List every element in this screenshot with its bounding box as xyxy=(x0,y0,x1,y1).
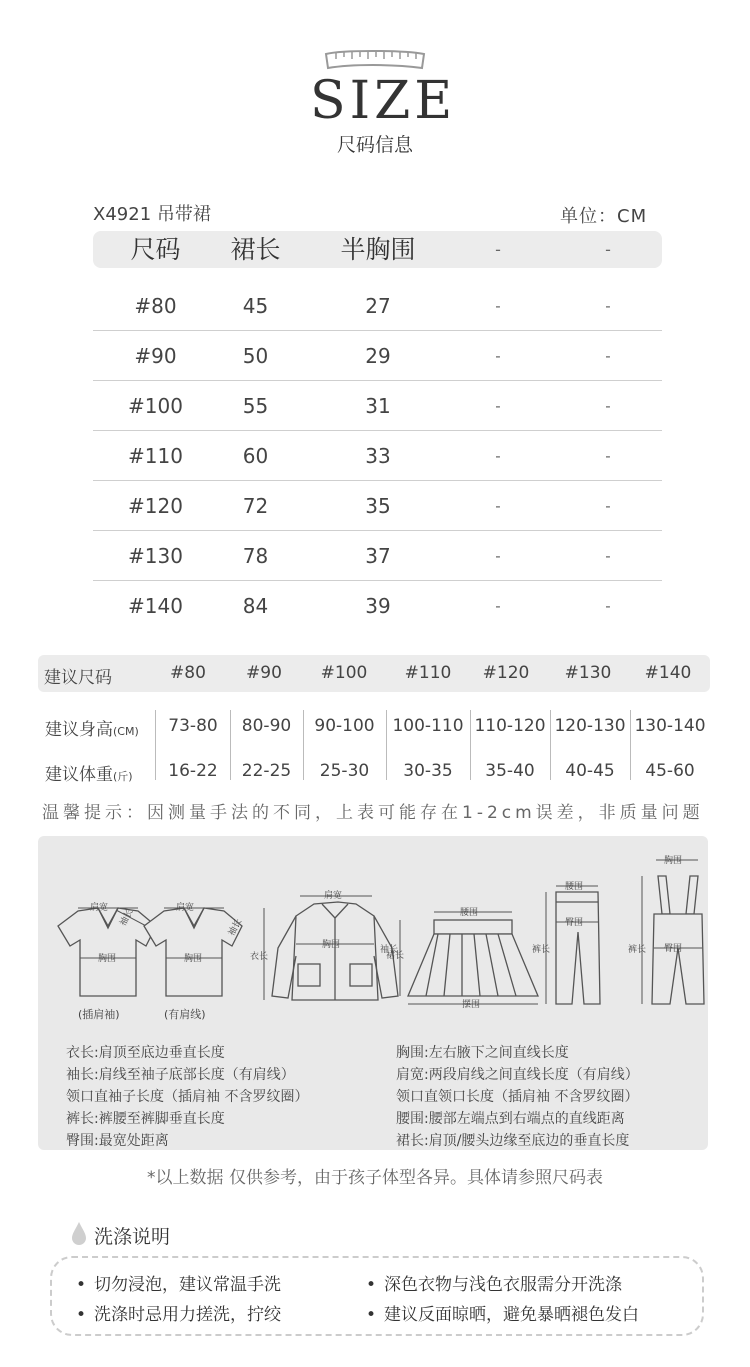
length-cell: 55 xyxy=(242,394,269,418)
diagram-label: 裙长 xyxy=(386,951,405,961)
length-cell: 50 xyxy=(242,344,269,368)
skirt-icon xyxy=(400,912,538,1004)
table-row xyxy=(93,430,662,481)
length-cell: 72 xyxy=(242,494,269,518)
empty-cell: - xyxy=(495,547,501,565)
size-cell: #120 xyxy=(128,494,183,518)
shoulder-tee-icon xyxy=(144,908,245,996)
recommend-size: #100 xyxy=(320,663,368,683)
definition-right: 肩宽:两段肩线之间直线长度（有肩线） xyxy=(396,1067,639,1083)
size-title: SIZE xyxy=(310,71,457,131)
empty-cell: - xyxy=(495,597,501,615)
diagram-label: 肩宽 xyxy=(90,903,109,913)
diagram-caption: (有肩线) xyxy=(164,1008,206,1021)
diagram-label: 袖长 xyxy=(380,945,399,955)
recommend-size: #120 xyxy=(482,663,530,683)
empty-cell: - xyxy=(495,497,501,515)
chest-cell: 27 xyxy=(365,294,391,318)
length-cell: 78 xyxy=(242,544,269,568)
recommend-size: #80 xyxy=(170,663,206,683)
weight-label: 建议体重(斤) xyxy=(45,765,133,785)
diagram-label: 胸围 xyxy=(664,856,683,866)
height-value: 90-100 xyxy=(314,716,375,736)
water-drop-icon xyxy=(70,1220,88,1246)
table-row xyxy=(93,580,662,630)
table-row xyxy=(93,280,662,331)
table-row xyxy=(93,480,662,531)
length-cell: 45 xyxy=(242,294,269,318)
empty-cell: - xyxy=(495,297,501,315)
height-value: 130-140 xyxy=(634,716,706,736)
diagram-label: 肩宽 xyxy=(324,891,343,901)
weight-value: 25-30 xyxy=(319,761,370,781)
chest-cell: 33 xyxy=(365,444,391,468)
weight-value: 30-35 xyxy=(403,761,453,781)
diagram-label: 臀围 xyxy=(664,944,683,954)
chest-cell: 37 xyxy=(365,544,391,568)
ruler-icon xyxy=(322,44,428,72)
size-cell: #110 xyxy=(128,444,183,468)
empty-cell: - xyxy=(605,547,611,565)
disclaimer: *以上数据 仅供参考，由于孩子体型各异。具体请参照尺码表 xyxy=(147,1168,603,1188)
diagram-label: 裤长 xyxy=(628,945,647,955)
diagram-label: 袖长 xyxy=(226,917,245,938)
chest-cell: 29 xyxy=(365,344,391,368)
definition-right: 裙长:肩顶/腰头边缘至底边的垂直长度 xyxy=(396,1133,630,1149)
size-cell: #140 xyxy=(128,594,183,618)
washing-item: • 建议反面晾晒，避免暴晒褪色发白 xyxy=(366,1300,639,1325)
overalls-icon xyxy=(642,860,704,1004)
size-cell: #130 xyxy=(128,544,183,568)
chest-cell: 35 xyxy=(365,494,391,518)
unit-label: 单位：CM xyxy=(560,206,648,227)
header-cell: - xyxy=(495,240,501,259)
product-code: X4921 吊带裙 xyxy=(93,204,211,225)
empty-cell: - xyxy=(605,347,611,365)
washing-item: • 切勿浸泡，建议常温手洗 xyxy=(76,1270,281,1295)
definition-left: 衣长:肩顶至底边垂直长度 xyxy=(66,1045,225,1061)
empty-cell: - xyxy=(495,347,501,365)
definition-left: 臀围:最宽处距离 xyxy=(66,1133,169,1149)
definition-right: 腰围:腰部左端点到右端点的直线距离 xyxy=(396,1111,625,1127)
definition-right: 胸围:左右腋下之间直线长度 xyxy=(396,1045,569,1061)
washing-instructions-box xyxy=(50,1256,704,1336)
height-value: 73-80 xyxy=(168,716,218,736)
diagram-label: 胸围 xyxy=(184,954,203,964)
empty-cell: - xyxy=(605,497,611,515)
empty-cell: - xyxy=(605,447,611,465)
header-cell: 半胸围 xyxy=(340,235,416,264)
empty-cell: - xyxy=(605,597,611,615)
washing-item: • 深色衣物与浅色衣服需分开洗涤 xyxy=(366,1270,622,1295)
weight-value: 22-25 xyxy=(241,761,292,781)
recommend-size-label: 建议尺码 xyxy=(44,668,112,688)
size-cell: #90 xyxy=(134,344,177,368)
washing-title: 洗涤说明 xyxy=(94,1226,171,1248)
table-row xyxy=(93,330,662,381)
header-cell: 尺码 xyxy=(130,235,181,264)
washing-item: • 洗涤时忌用力搓洗，拧绞 xyxy=(76,1300,281,1325)
diagram-label: 臀围 xyxy=(565,918,584,928)
weight-value: 16-22 xyxy=(168,761,218,781)
diagram-label: 肩宽 xyxy=(176,903,195,913)
table-row xyxy=(93,380,662,431)
weight-value: 45-60 xyxy=(645,761,695,781)
size-subtitle: 尺码信息 xyxy=(336,134,413,156)
diagram-caption: (插肩袖) xyxy=(78,1008,120,1021)
header-cell: 裙长 xyxy=(230,235,281,264)
height-value: 80-90 xyxy=(241,716,292,736)
empty-cell: - xyxy=(605,397,611,415)
diagram-label: 摆围 xyxy=(462,1000,481,1010)
definition-left: 袖长:肩线至袖子底部长度（有肩线） xyxy=(66,1067,295,1083)
diagram-label: 袖长 xyxy=(118,907,136,929)
definition-left: 裤长:裤腰至裤脚垂直长度 xyxy=(66,1111,225,1127)
size-cell: #80 xyxy=(134,294,177,318)
height-value: 120-130 xyxy=(554,716,626,736)
height-value: 110-120 xyxy=(474,716,546,736)
height-label: 建议身高(CM) xyxy=(45,720,139,740)
recommend-size: #130 xyxy=(564,663,612,683)
measurement-diagram-panel xyxy=(38,836,708,1150)
measurement-tip: 温馨提示：因测量手法的不同，上表可能存在1-2cm误差，非质量问题 xyxy=(42,803,704,823)
empty-cell: - xyxy=(495,397,501,415)
recommend-size: #110 xyxy=(404,663,452,683)
diagram-label: 裤长 xyxy=(532,945,551,955)
definition-left: 领口直袖子长度（插肩袖 不含罗纹圈） xyxy=(66,1089,309,1105)
empty-cell: - xyxy=(495,447,501,465)
weight-value: 35-40 xyxy=(485,761,535,781)
height-value: 100-110 xyxy=(392,716,464,736)
diagram-label: 胸围 xyxy=(98,954,117,964)
pants-icon xyxy=(546,886,600,1004)
table-row xyxy=(93,530,662,581)
size-cell: #100 xyxy=(128,394,183,418)
diagram-label: 腰围 xyxy=(460,908,479,918)
weight-value: 40-45 xyxy=(565,761,615,781)
length-cell: 84 xyxy=(242,594,269,618)
length-cell: 60 xyxy=(242,444,269,468)
recommend-size: #140 xyxy=(644,663,692,683)
chest-cell: 31 xyxy=(365,394,391,418)
size-table-header xyxy=(93,231,662,268)
diagram-label: 衣长 xyxy=(250,952,269,962)
raglan-tee-icon xyxy=(58,908,156,996)
header-cell: - xyxy=(605,240,611,259)
chest-cell: 39 xyxy=(365,594,391,618)
empty-cell: - xyxy=(605,297,611,315)
garment-diagrams xyxy=(38,836,708,1036)
definition-right: 领口直领口长度（插肩袖 不含罗纹圈） xyxy=(396,1089,639,1105)
diagram-label: 胸围 xyxy=(322,940,341,950)
recommend-size: #90 xyxy=(246,663,282,683)
diagram-label: 腰围 xyxy=(565,882,584,892)
